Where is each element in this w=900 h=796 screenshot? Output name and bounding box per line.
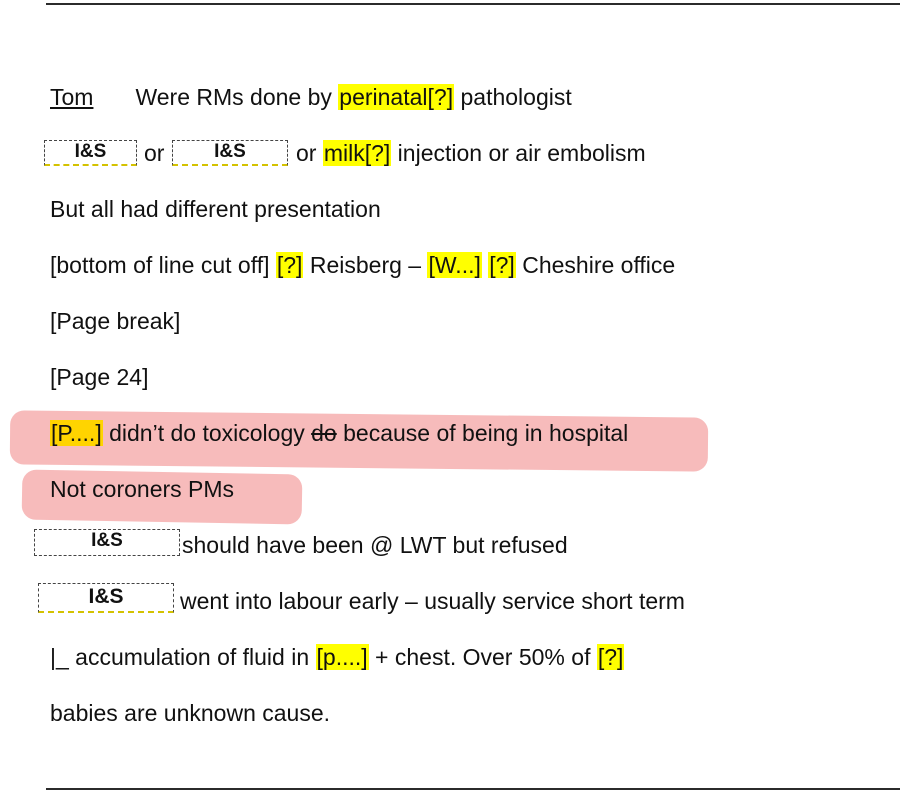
uncertain-highlight: [?] (276, 252, 303, 278)
uncertain-highlight: [P....] (51, 420, 102, 446)
transcript-line-3: But all had different presentation (50, 196, 381, 222)
struck-word: do (311, 420, 337, 446)
speaker-name: Tom (50, 84, 94, 110)
transcript-line-9: should have been @ LWT but refused (182, 532, 568, 558)
uncertain-highlight: [?] (597, 644, 624, 670)
transcript-line-2b: or milk[?] injection or air embolism (296, 140, 646, 166)
top-rule (46, 3, 900, 5)
uncertain-highlight: [W...] (428, 252, 481, 278)
bottom-rule (46, 788, 900, 790)
uncertain-highlight: perinatal[?] (339, 84, 454, 110)
transcript-line-2a: or (144, 140, 165, 166)
transcript-line-5: [Page break] (50, 308, 181, 334)
transcript-line-12: babies are unknown cause. (50, 700, 331, 726)
transcript-line-7: [P....] didn’t do toxicology do because of being in hospital (51, 420, 629, 446)
redaction-box: I&S (172, 140, 288, 166)
uncertain-highlight: [?] (489, 252, 515, 278)
transcript-line-6: [Page 24] (50, 364, 149, 390)
transcript-line-11: |_ accumulation of fluid in [p....] + chest. Over 50% of [?] (50, 644, 624, 670)
transcript-line-10: went into labour early – usually service short term (180, 588, 685, 614)
transcript-line-8: Not coroners PMs (50, 476, 235, 502)
uncertain-highlight: milk[?] (323, 140, 391, 166)
redaction-box: I&S (38, 583, 174, 613)
redaction-box: I&S (44, 140, 137, 166)
uncertain-highlight: [p....] (316, 644, 368, 670)
transcript-line-4: [bottom of line cut off] [?] Reisberg – [W...] [?] Cheshire office (50, 252, 676, 278)
transcript-line-1: Tom Were RMs done by perinatal[?] pathologist (50, 84, 572, 110)
redaction-box: I&S (34, 529, 180, 556)
